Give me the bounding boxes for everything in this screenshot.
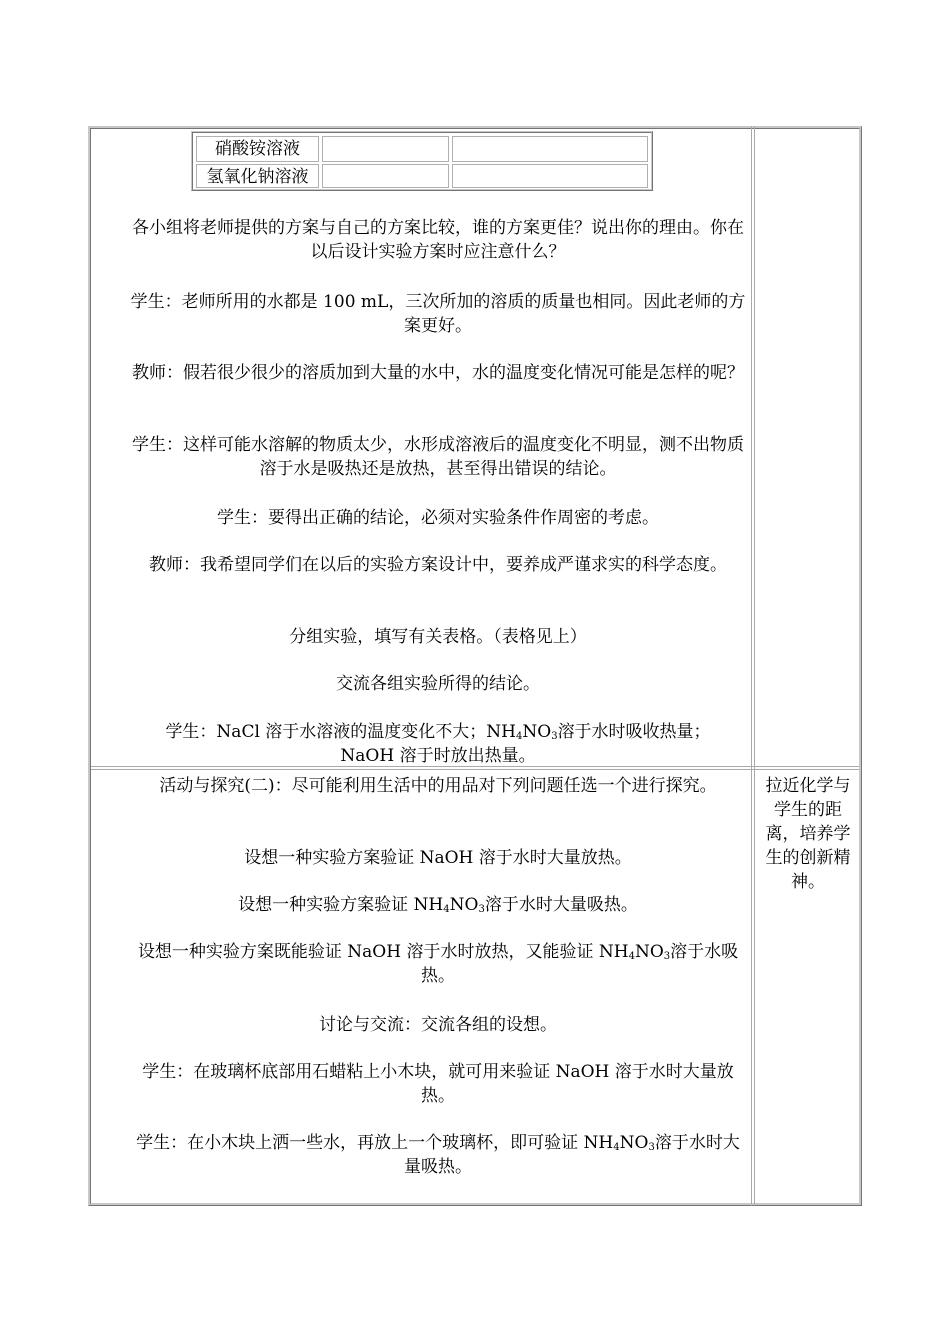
text-span: 溶于水吸热。: [421, 942, 739, 986]
paragraph-student-2: 学生：这样可能水溶解的物质太少，水形成溶液后的温度变化不明显，测不出物质溶于水是吸热还是放热，甚至得出错误的结论。: [132, 435, 744, 479]
subscript: 4: [516, 731, 523, 742]
lesson-table: [88, 126, 862, 1206]
column-divider: [751, 126, 755, 1206]
paragraph-design-naoh: 设想一种实验方案验证 NaOH 溶于水时大量放热。: [244, 848, 632, 868]
subscript: 4: [443, 904, 450, 915]
table-cell: [452, 136, 648, 162]
paragraph-design-both: [128, 940, 748, 988]
text-span: 设想一种实验方案验证 NH: [238, 895, 444, 915]
subscript: 3: [551, 731, 558, 742]
text-span: 溶于水时吸收热量；: [557, 722, 711, 742]
subscript: 3: [663, 951, 671, 962]
text-span: NO: [449, 895, 479, 915]
paragraph-discussion: 讨论与交流：交流各组的设想。: [319, 1015, 557, 1035]
text-span: 学生：在小木块上洒一些水，再放上一个玻璃杯，即可验证 NH: [136, 1133, 614, 1153]
paragraph-activity-2: 活动与探究(二)：尽可能利用生活中的用品对下列问题任选一个进行探究。: [159, 776, 717, 796]
table-cell: [322, 164, 449, 188]
paragraph-exchange-conclusions: 交流各组实验所得的结论。: [336, 674, 540, 694]
text-span: 学生：NaCl 溶于水溶液的温度变化不大；NH: [165, 722, 516, 742]
paragraph-student-4: 学生：在玻璃杯底部用石蜡粘上小木块，就可用来验证 NaOH 溶于水时大量放热。: [142, 1062, 734, 1106]
paragraph-student-5: [128, 1131, 748, 1179]
text-span: NO: [634, 942, 664, 962]
text-span: NO: [522, 722, 552, 742]
table-cell: [322, 136, 449, 162]
table-cell: [452, 164, 648, 188]
paragraph-student-3: 学生：要得出正确的结论，必须对实验条件作周密的考虑。: [217, 508, 659, 528]
text-span: NaOH 溶于时放出热量。: [340, 746, 536, 766]
text-span: 溶于水时大量吸热。: [404, 1133, 740, 1177]
row-label-sodium-hydroxide: 氢氧化钠溶液: [196, 164, 319, 188]
subscript: 4: [613, 1142, 620, 1153]
paragraph-teacher-1: 教师：假若很少很少的溶质加到大量的水中，水的温度变化情况可能是怎样的呢？: [132, 363, 744, 383]
subscript: 3: [478, 904, 485, 915]
paragraph-teacher-2: 教师：我希望同学们在以后的实验方案设计中，要养成严谨求实的科学态度。: [149, 555, 727, 575]
paragraph-compare-plans: 各小组将老师提供的方案与自己的方案比较，谁的方案更佳？说出你的理由。你在以后设计实验方案时应注意什么？: [132, 218, 744, 262]
paragraph-student-conclusion: [128, 720, 748, 768]
text-span: NO: [619, 1133, 649, 1153]
paragraph-group-experiment: 分组实验，填写有关表格。（表格见上）: [289, 627, 587, 647]
subscript: 4: [628, 951, 635, 962]
paragraph-student-1: 学生：老师所用的水都是 100 mL，三次所加的溶质的质量也相同。因此老师的方案更好。: [130, 292, 746, 336]
subscript: 3: [648, 1142, 655, 1153]
experiment-table: [191, 131, 653, 191]
text-span: 溶于水时大量吸热。: [484, 895, 638, 915]
text-span: 设想一种实验方案既能验证 NaOH 溶于水时放热，又能验证 NH: [137, 942, 629, 962]
row-label-ammonium-nitrate: 硝酸铵溶液: [196, 136, 319, 162]
paragraph-design-nh4no3: [128, 893, 748, 917]
design-intent-note: 拉近化学与学生的距离，培养学生的创新精神。: [765, 776, 851, 892]
